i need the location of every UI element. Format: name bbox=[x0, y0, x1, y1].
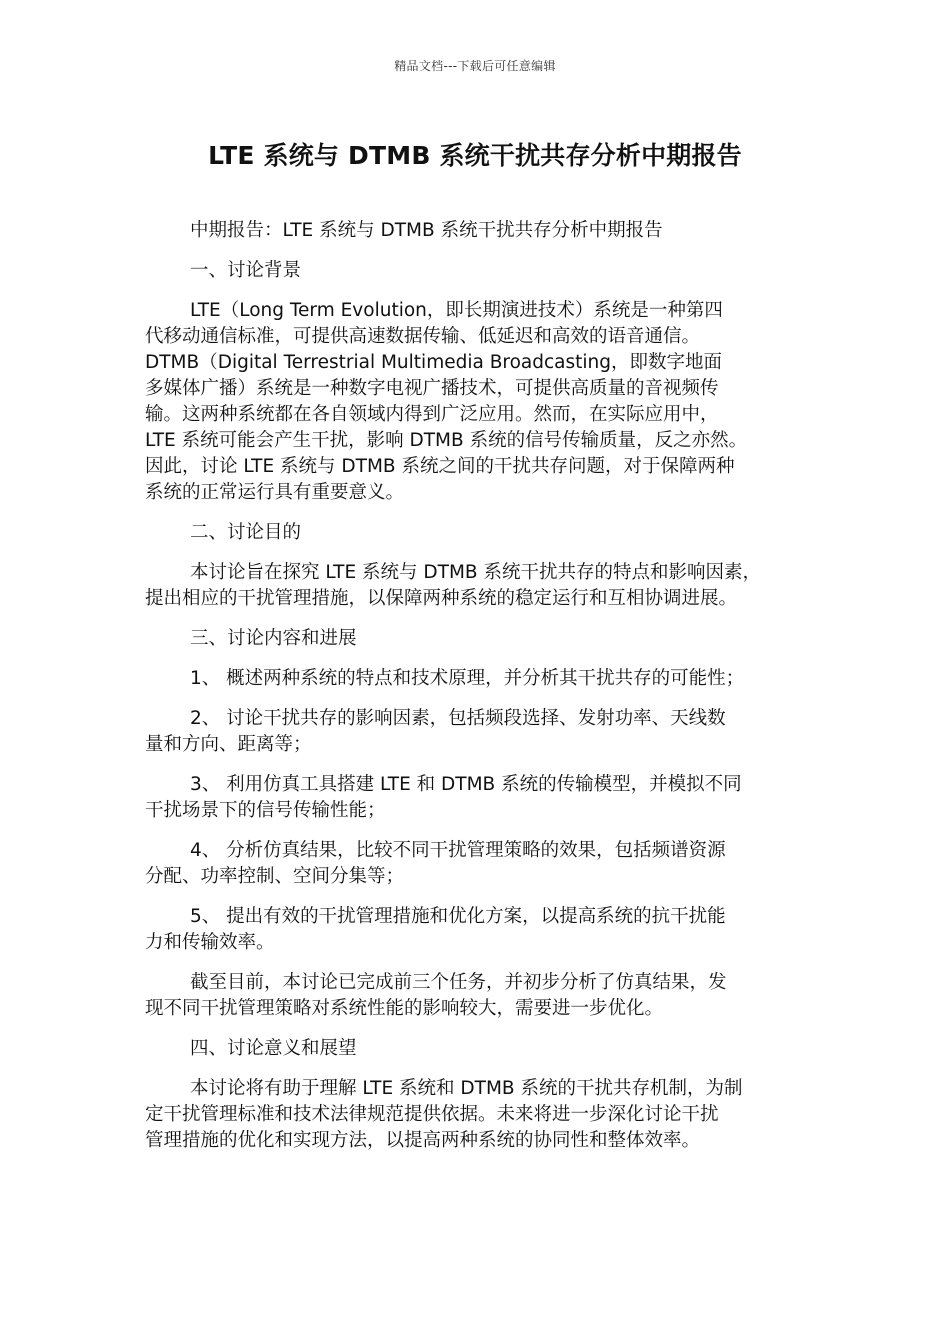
text-line: 四、讨论意义和展望 bbox=[190, 1038, 357, 1059]
list-item-5 bbox=[145, 904, 810, 956]
intro-paragraph bbox=[145, 218, 810, 244]
text-line: LTE 系统可能会产生干扰，影响 DTMB 系统的信号传输质量，反之亦然。 bbox=[145, 430, 748, 451]
text-line: 干扰场景下的信号传输性能； bbox=[145, 800, 386, 821]
list-item-2 bbox=[145, 706, 810, 758]
text-line: 截至目前，本讨论已完成前三个任务，并初步分析了仿真结果，发 bbox=[190, 972, 727, 993]
significance-paragraph bbox=[145, 1076, 810, 1154]
text-line: 本讨论旨在探究 LTE 系统与 DTMB 系统干扰共存的特点和影响因素， bbox=[190, 562, 761, 583]
section-heading-significance bbox=[145, 1036, 810, 1062]
list-item-3 bbox=[145, 772, 810, 824]
text-line: 分配、功率控制、空间分集等； bbox=[145, 866, 405, 887]
purpose-paragraph bbox=[145, 560, 810, 612]
text-line: 管理措施的优化和实现方法，以提高两种系统的协同性和整体效率。 bbox=[145, 1130, 701, 1151]
text-line: 3、 利用仿真工具搭建 LTE 和 DTMB 系统的传输模型，并模拟不同 bbox=[190, 774, 742, 795]
list-item-4 bbox=[145, 838, 810, 890]
text-line: 5、 提出有效的干扰管理措施和优化方案，以提高系统的抗干扰能 bbox=[190, 906, 726, 927]
text-line: 提出相应的干扰管理措施，以保障两种系统的稳定运行和互相协调进展。 bbox=[145, 588, 738, 609]
section-heading-content bbox=[145, 626, 810, 652]
document-body bbox=[145, 218, 810, 1168]
text-line: 输。这两种系统都在各自领域内得到广泛应用。然而，在实际应用中， bbox=[145, 404, 719, 425]
watermark-header: 精品文档---下载后可任意编辑 bbox=[394, 59, 556, 73]
text-line: 因此，讨论 LTE 系统与 DTMB 系统之间的干扰共存问题，对于保障两种 bbox=[145, 456, 735, 477]
text-line: 1、 概述两种系统的特点和技术原理，并分析其干扰共存的可能性； bbox=[190, 668, 745, 689]
progress-paragraph bbox=[145, 970, 810, 1022]
text-line: DTMB（Digital Terrestrial Multimedia Broadcasting，即数字地面 bbox=[145, 352, 722, 373]
text-line: 代移动通信标准，可提供高速数据传输、低延迟和高效的语音通信。 bbox=[145, 326, 701, 347]
document-title: LTE 系统与 DTMB 系统干扰共存分析中期报告 bbox=[208, 141, 742, 170]
text-line: 三、讨论内容和进展 bbox=[190, 628, 357, 649]
text-line: 力和传输效率。 bbox=[145, 932, 275, 953]
text-line: LTE（Long Term Evolution，即长期演进技术）系统是一种第四 bbox=[190, 300, 723, 321]
text-line: 多媒体广播）系统是一种数字电视广播技术，可提供高质量的音视频传 bbox=[145, 378, 719, 399]
background-paragraph bbox=[145, 298, 810, 506]
text-line: 4、 分析仿真结果，比较不同干扰管理策略的效果，包括频谱资源 bbox=[190, 840, 726, 861]
text-line: 系统的正常运行具有重要意义。 bbox=[145, 482, 405, 503]
text-line: 现不同干扰管理策略对系统性能的影响较大，需要进一步优化。 bbox=[145, 998, 664, 1019]
text-line: 定干扰管理标准和技术法律规范提供依据。未来将进一步深化讨论干扰 bbox=[145, 1104, 719, 1125]
section-heading-purpose bbox=[145, 520, 810, 546]
text-line: 量和方向、距离等； bbox=[145, 734, 312, 755]
text-line: 二、讨论目的 bbox=[190, 522, 302, 543]
text-line: 2、 讨论干扰共存的影响因素，包括频段选择、发射功率、天线数 bbox=[190, 708, 726, 729]
text-line: 本讨论将有助于理解 LTE 系统和 DTMB 系统的干扰共存机制，为制 bbox=[190, 1078, 743, 1099]
text-line: 中期报告：LTE 系统与 DTMB 系统干扰共存分析中期报告 bbox=[190, 220, 663, 241]
text-line: 一、讨论背景 bbox=[190, 260, 302, 281]
list-item-1 bbox=[145, 666, 810, 692]
section-heading-background bbox=[145, 258, 810, 284]
